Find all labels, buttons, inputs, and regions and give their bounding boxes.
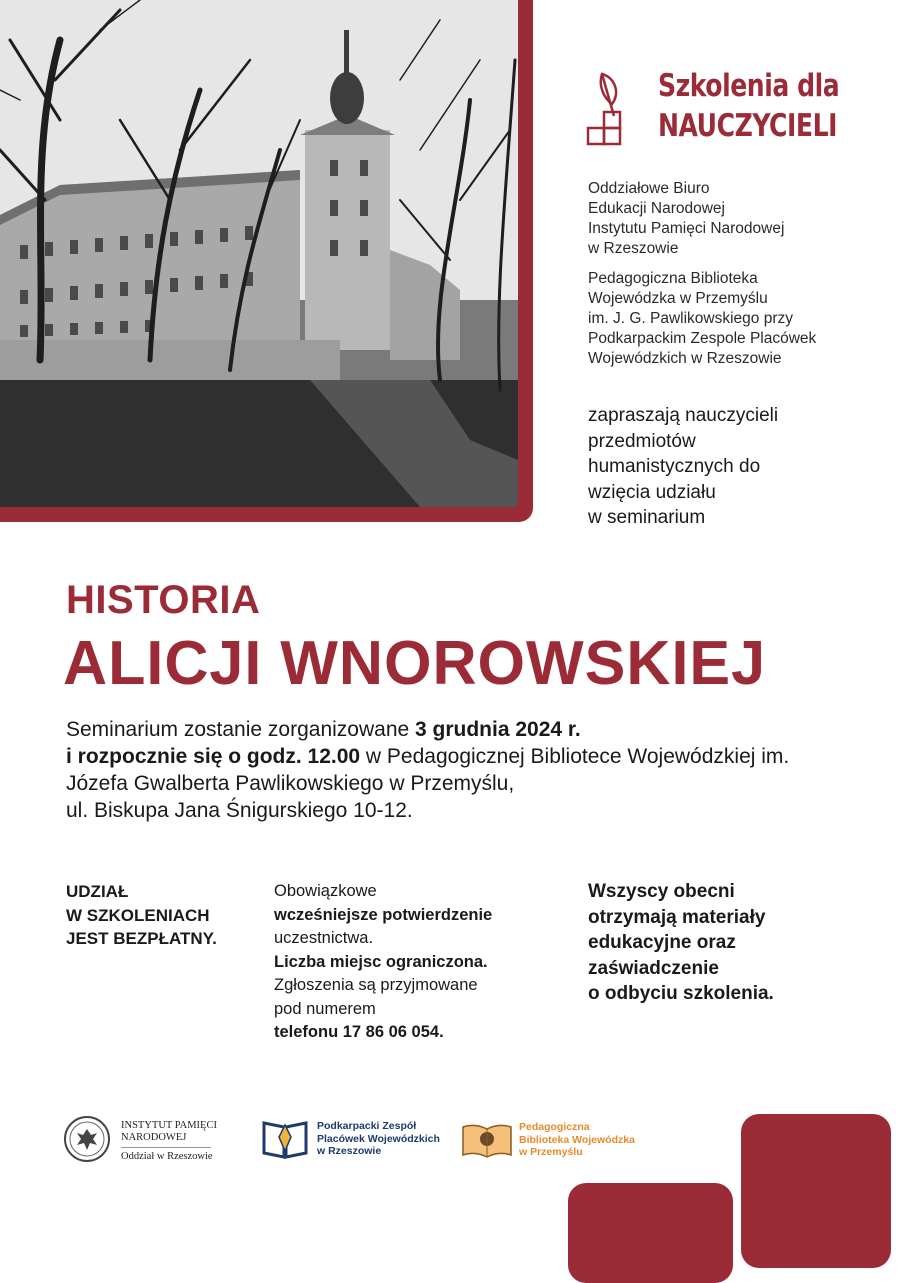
decorative-block [741, 1114, 891, 1268]
event-date: 3 grudnia 2024 r. [415, 718, 581, 741]
ipn-name-line1: INSTYTUT PAMIĘCI [121, 1120, 217, 1131]
quill-boxes-icon [586, 68, 638, 148]
free-participation [66, 880, 217, 951]
free-line: UDZIAŁ [66, 882, 129, 901]
registration-line: wcześniejsze potwierdzenie [274, 905, 493, 924]
organizer-library [588, 269, 816, 369]
registration-line: Zgłoszenia są przyjmowane [274, 976, 478, 994]
castle-photo [0, 0, 518, 507]
partner-logos [0, 1112, 635, 1172]
free-line: JEST BEZPŁATNY. [66, 929, 217, 948]
free-line: W SZKOLENIACH [66, 905, 210, 925]
series-title [658, 66, 839, 146]
registration-line: pod numerem [274, 999, 376, 1018]
organizer-line: Podkarpackim Zespole Placówek [588, 330, 817, 347]
invitation-text [588, 403, 778, 531]
registration-info [274, 880, 492, 1045]
organizer-line: Edukacji Narodowej [588, 200, 725, 217]
description-part: w Pedagogicznej Bibliotece Wojewódzkiej im. Józefa Gwalberta Pawlikowskiego w Przemyślu, [66, 745, 790, 795]
materials-line: edukacyjne oraz [588, 932, 736, 953]
event-description [66, 716, 856, 824]
eagle-seal-icon [64, 1116, 110, 1162]
materials-line: o odbyciu szkolenia. [588, 983, 774, 1004]
materials-line: Wszyscy obecni [588, 881, 735, 902]
organizer-line: w Rzeszowie [588, 240, 679, 257]
organizer-line: Instytutu Pamięci Narodowej [588, 220, 785, 237]
invitation-line: zapraszają nauczycieli [588, 405, 779, 426]
organizer-line: Pedagogiczna Biblioteka [588, 270, 758, 287]
phone-number: telefonu 17 86 06 054. [274, 1023, 444, 1041]
ipn-name-line2: NARODOWEJ [121, 1132, 187, 1143]
library-name [519, 1121, 635, 1159]
decorative-block [568, 1183, 733, 1283]
library-logo [461, 1117, 635, 1167]
materials-line: otrzymają materiały [588, 906, 766, 928]
ipn-branch: Oddział w Rzeszowie [121, 1151, 213, 1162]
ipn-name [121, 1120, 217, 1144]
pzpw-name [317, 1120, 440, 1158]
pzpw-line: Placówek Wojewódzkich [317, 1132, 440, 1145]
organizer-line: Oddziałowe Biuro [588, 180, 710, 197]
heading-small: HISTORIA [66, 578, 261, 622]
event-address: ul. Biskupa Jana Śnigurskiego 10-12. [66, 799, 413, 822]
organizer-ipn [588, 179, 784, 259]
library-line: w Przemyślu [519, 1146, 583, 1158]
materials-info [588, 879, 774, 1007]
open-book-portrait-icon [461, 1121, 513, 1161]
library-line: Pedagogiczna [519, 1121, 590, 1133]
pzpw-line: w Rzeszowie [317, 1145, 382, 1157]
registration-line: Liczba miejsc ograniczona. [274, 952, 488, 971]
registration-line: Obowiązkowe [274, 882, 377, 900]
invitation-line: przedmiotów [588, 430, 696, 452]
book-pen-icon [260, 1117, 310, 1161]
pzpw-logo [260, 1117, 460, 1167]
pzpw-line: Podkarpacki Zespół [317, 1120, 417, 1132]
organizer-line: im. J. G. Pawlikowskiego przy [588, 310, 793, 327]
heading-main: ALICJI WNOROWSKIEJ [63, 629, 767, 698]
materials-line: zaświadczenie [588, 957, 719, 979]
organizer-line: Wojewódzkich w Rzeszowie [588, 350, 782, 367]
ipn-logo [64, 1116, 264, 1168]
photo-frame [0, 0, 533, 522]
invitation-line: w seminarium [588, 507, 706, 528]
divider [121, 1147, 211, 1148]
series-title-line1: Szkolenia dla [658, 68, 840, 104]
series-title-line2: NAUCZYCIELI [658, 108, 838, 144]
library-line: Biblioteka Wojewódzka [519, 1133, 635, 1146]
invitation-line: humanistycznych do [588, 456, 761, 477]
invitation-line: wzięcia udziału [588, 481, 716, 503]
event-time: i rozpocznie się o godz. 12.00 [66, 745, 361, 768]
registration-line: uczestnictwa. [274, 929, 374, 947]
description-part: Seminarium zostanie zorganizowane [66, 718, 416, 741]
organizer-line: Wojewódzka w Przemyślu [588, 290, 768, 307]
